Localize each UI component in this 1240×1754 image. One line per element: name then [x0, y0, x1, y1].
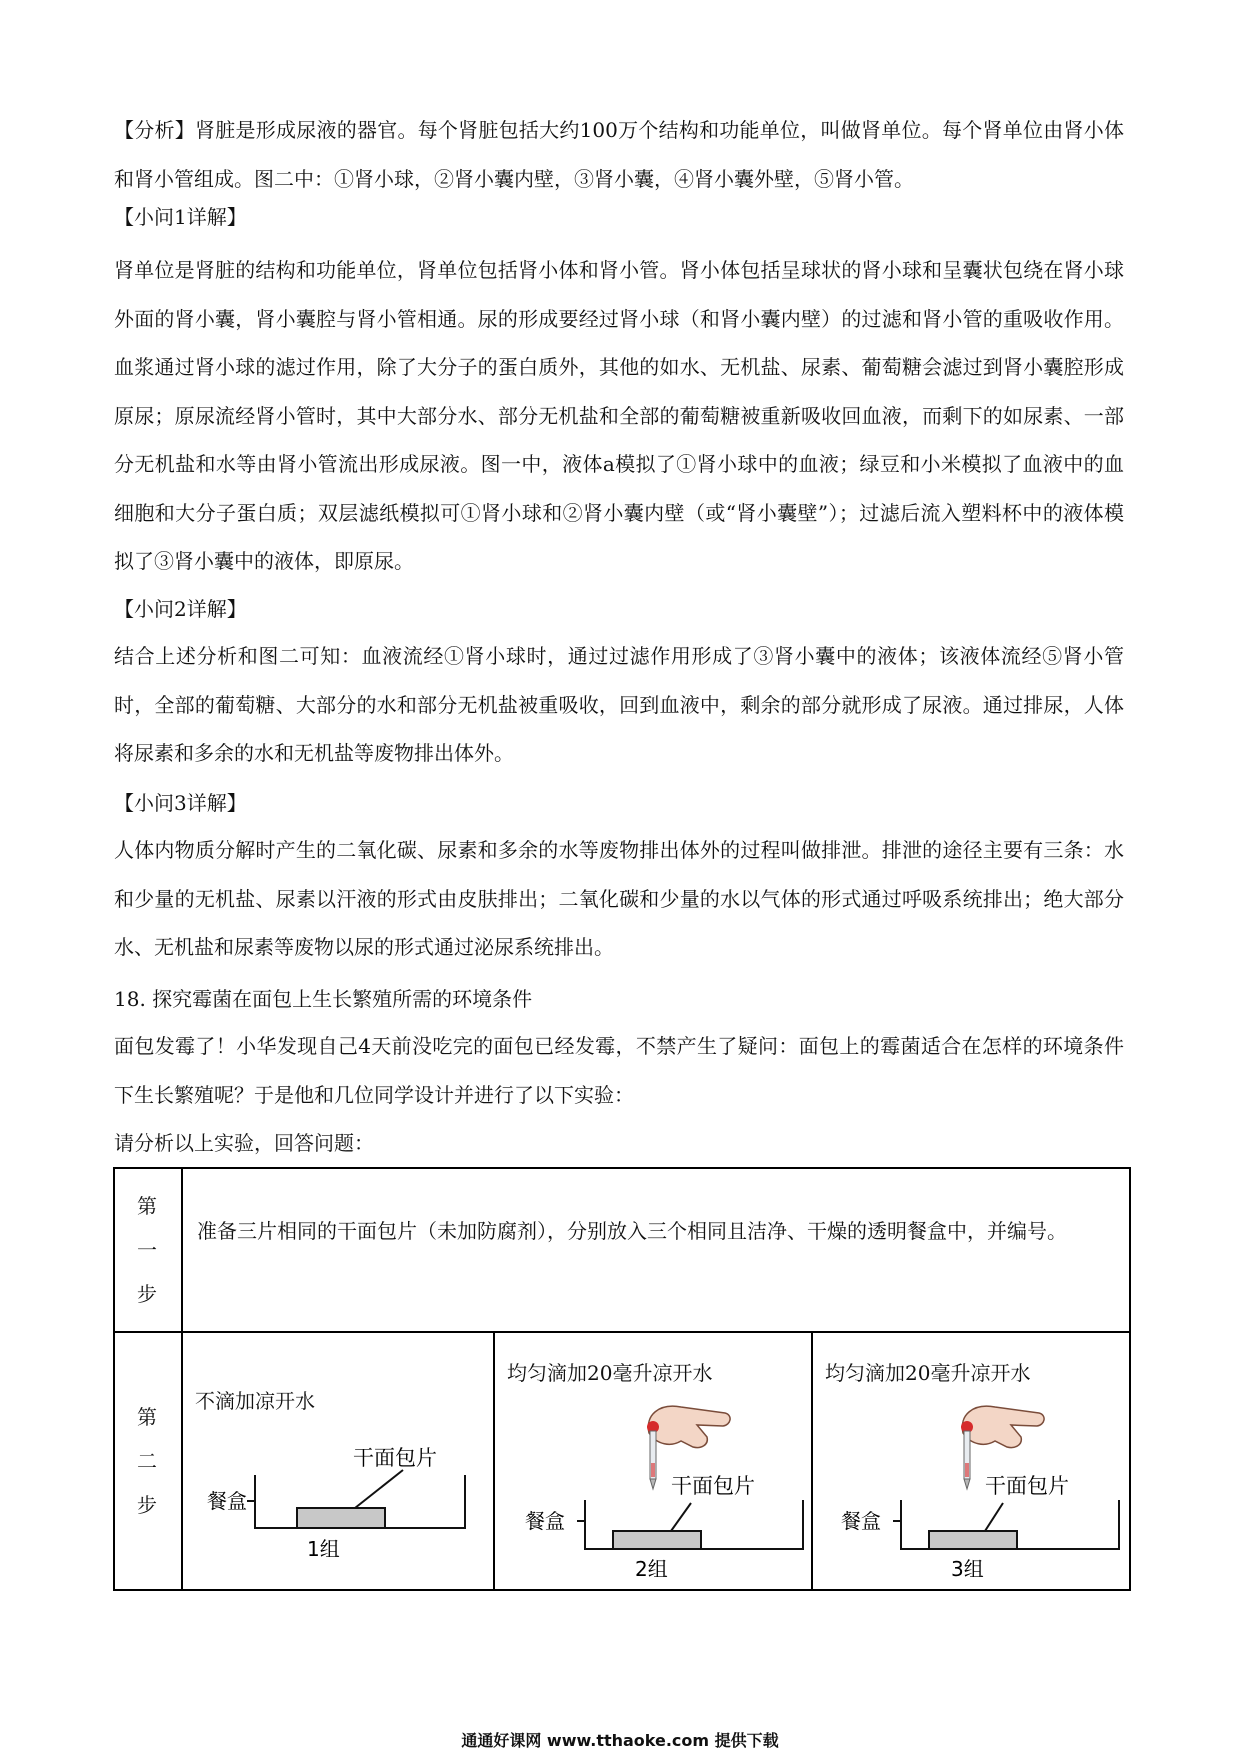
step-label-char: 二 [137, 1449, 157, 1473]
group-1-diagram [183, 1333, 495, 1589]
group-3-diagram [813, 1333, 1131, 1589]
step-label-char: 一 [137, 1238, 157, 1262]
q1-heading: 【小问1详解】 [114, 205, 247, 229]
group-1-caption: 不滴加凉开水 [195, 1389, 315, 1413]
bread-label: 干面包片 [671, 1474, 755, 1498]
bread-pointer-line [671, 1503, 691, 1531]
q3-heading: 【小问3详解】 [114, 791, 247, 815]
bread-pointer-line [985, 1503, 1003, 1531]
group-3-panel [812, 1332, 1130, 1590]
experiment-steps-table [113, 1167, 1131, 1591]
step-two-label-cell [114, 1332, 182, 1590]
q2-heading: 【小问2详解】 [114, 597, 247, 621]
q2-explanation: 结合上述分析和图二可知：血液流经①肾小球时，通过过滤作用形成了③肾小囊中的液体；该液体流经⑤肾小管时，全部的葡萄糖、大部分的水和部分无机盐被重吸收，回到血液中，剩余的部分就形成了尿液。通过排尿，人体将尿素和多余的水和无机盐等废物排出体外。 [114, 644, 1124, 765]
step-one-text: 准备三片相同的干面包片（未加防腐剂），分别放入三个相同且洁净、干燥的透明餐盒中，并编号。 [197, 1219, 1067, 1243]
step-label-char: 第 [137, 1405, 157, 1429]
group-2-panel [494, 1332, 812, 1590]
page-footer: 通通好课网 www.tthaoke.com 提供下载 [461, 1731, 779, 1750]
group-2-diagram [495, 1333, 813, 1589]
dry-bread-slice [929, 1531, 1017, 1549]
step-two-row [114, 1332, 1130, 1590]
bread-pointer-line [355, 1470, 403, 1508]
question-18-title: 18. 探究霉菌在面包上生长繁殖所需的环境条件 [114, 987, 533, 1011]
group-label: 2组 [635, 1557, 668, 1581]
dry-bread-slice [297, 1508, 385, 1528]
q3-explanation: 人体内物质分解时产生的二氧化碳、尿素和多余的水等废物排出体外的过程叫做排泄。排泄的途径主要有三条：水和少量的无机盐、尿素以汗液的形式由皮肤排出；二氧化碳和少量的水以气体的形式通过呼吸系统排出；绝大部分水、无机盐和尿素等废物以尿的形式通过泌尿系统排出。 [114, 838, 1124, 959]
group-label: 3组 [951, 1557, 984, 1581]
box-label: 餐盒 [841, 1509, 881, 1533]
step-label-char: 步 [137, 1493, 157, 1517]
group-3-caption: 均匀滴加20毫升凉开水 [825, 1361, 1031, 1385]
step-one-label-cell [114, 1168, 182, 1332]
step-one-content-cell [182, 1168, 1130, 1332]
analysis-paragraph: 【分析】肾脏是形成尿液的器官。每个肾脏包括大约100万个结构和功能单位，叫做肾单位。每个肾单位由肾小体和肾小管组成。图二中：①肾小球，②肾小囊内壁，③肾小囊，④肾小囊外壁，⑤肾小管。 [114, 118, 1124, 191]
group-label: 1组 [307, 1537, 340, 1561]
step-label-char: 步 [137, 1282, 157, 1306]
question-18-description: 面包发霉了！小华发现自己4天前没吃完的面包已经发霉，不禁产生了疑问：面包上的霉菌适合在怎样的环境条件下生长繁殖呢？于是他和几位同学设计并进行了以下实验： [114, 1034, 1124, 1107]
group-2-caption: 均匀滴加20毫升凉开水 [507, 1361, 713, 1385]
question-18-prompt: 请分析以上实验，回答问题： [114, 1131, 374, 1155]
q1-explanation: 肾单位是肾脏的结构和功能单位，肾单位包括肾小体和肾小管。肾小体包括呈球状的肾小球和呈囊状包绕在肾小球外面的肾小囊，肾小囊腔与肾小管相通。尿的形成要经过肾小球（和肾小囊内壁）的过滤和肾小管的重吸收作用。血浆通过肾小球的滤过作用，除了大分子的蛋白质外，其他的如水、无机盐、尿素、葡萄糖会滤过到肾小囊腔形成原尿；原尿流经肾小管时，其中大部分水、部分无机盐和全部的葡萄糖被重新吸收回血液，而剩下的如尿素、一部分无机盐和水等由肾小管流出形成尿液。图一中，液体a模拟了①肾小球中的血液；绿豆和小米模拟了血液中的血细胞和大分子蛋白质；双层滤纸模拟可①肾小球和②肾小囊内壁（或“肾小囊壁”）；过滤后流入塑料杯中的液体模拟了③肾小囊中的液体，即原尿。 [114, 258, 1124, 573]
box-label: 餐盒 [207, 1489, 247, 1513]
step-one-row [114, 1168, 1130, 1332]
bread-label: 干面包片 [985, 1474, 1069, 1498]
group-1-panel [182, 1332, 494, 1590]
dry-bread-slice [613, 1531, 701, 1549]
bread-label: 干面包片 [353, 1446, 437, 1470]
box-label: 餐盒 [525, 1509, 565, 1533]
step-label-char: 第 [137, 1194, 157, 1218]
